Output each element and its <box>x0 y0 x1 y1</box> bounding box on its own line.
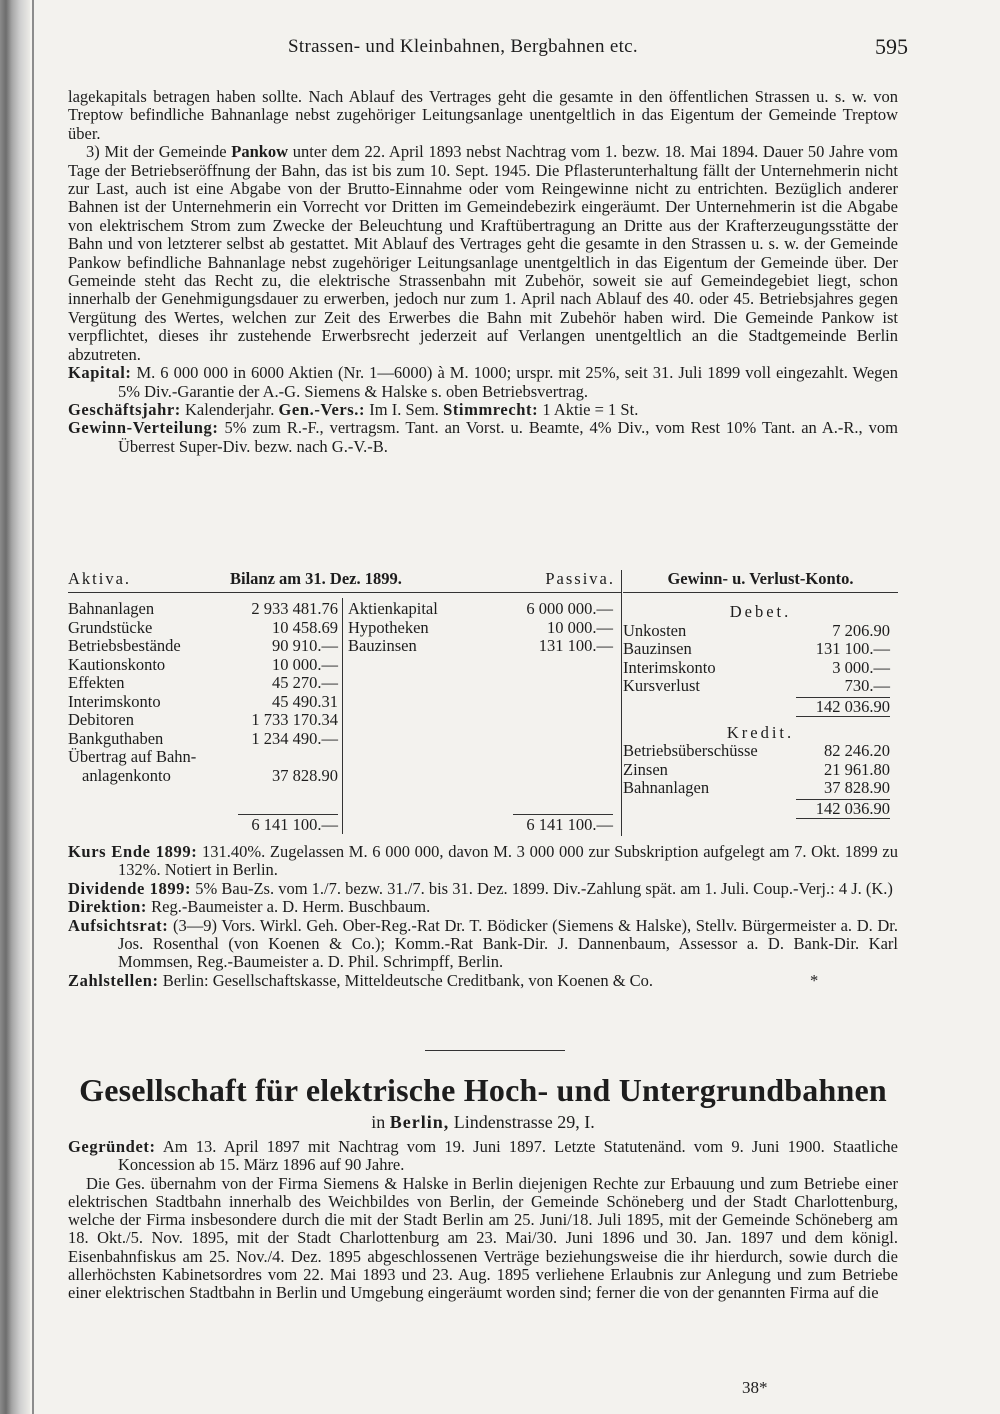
kredit-row-value: 21 961.80 <box>824 759 890 779</box>
aktiva-row-value: 1 234 490.— <box>251 728 338 748</box>
aktiva-row-name: Interimskonto <box>68 691 161 711</box>
aktiva-row <box>68 600 338 619</box>
running-title: Strassen- und Kleinbahnen, Bergbahnen etc. <box>288 36 638 57</box>
pankow-lead: 3) Mit der Gemeinde <box>86 142 232 162</box>
debet-row <box>623 622 898 641</box>
passiva-row-name: Bauzinsen <box>348 636 417 655</box>
zahlstellen-text: Berlin: Gesellschaftskasse, Mitteldeutsche Creditbank, von Koenen & Co. <box>158 970 654 990</box>
address-street: Lindenstrasse 29, I. <box>449 1112 595 1132</box>
debet-total: 142 036.90 <box>796 697 890 718</box>
aufsichtsrat-text: (3—9) Vors. Wirkl. Geh. Ober-Reg.-Rat Dr. T. Bödicker (Siemens & Halske), Stellv. Bürgermeister a. D. Dr. Jos. Rosenthal (von Koenen & Co.); Komm.-Rat Bank-Dir. J. Dannenbaum, Assessor a. D. Bank-Dir. Karl Mommsen, Reg.-Baumeister a. D. Phil. Schrimpff, Berlin. <box>118 915 898 972</box>
kredit-row <box>623 779 898 798</box>
company-paragraph: Die Ges. übernahm von der Firma Siemens & Halske in Berlin diejenigen Rechte zur Erbauung und zum Betriebe einer elektrischen Stadtbahn innerhalb des Weichbildes von Berlin, der Gemeinde Schöneberg und der Stadt Charlottenburg, welche der Firma insbesondere durch die mit der Stadt Berlin am 25. Juni/18. Juli 1895, mit der Gemeinde Schöneberg am 18. Okt./5. Nov. 1895, mit der Stadt Charlottenburg am 23. Mai/30. Juni 1896 und 30. Jan. 1897 und dem königl. Eisenbahnfiskus am 25. Nov./4. Dez. 1895 abgeschlossenen Verträge beziehungsweise die ihr hierdurch, sowie durch die allerhöchsten Kabinetsordres vom 22. Mai 1893 und 23. Aug. 1895 verliehene Erlaubnis zur Anlegung und zum Betriebe einer elektrischen Stadtbahn in Berlin und Umgebung eingeräumt worden sind; ferner die von der genannten Firma auf die <box>68 1173 898 1303</box>
gegruendet-label: Gegründet: <box>68 1137 156 1156</box>
dividende-text: 5% Bau-Zs. vom 1./7. bezw. 31./7. bis 31. Dez. 1899. Div.-Zahlung spät. am 1. Juli. Coup.-Verj.: 4 J. (K.) <box>191 878 893 898</box>
aktiva-row <box>68 767 338 786</box>
bilanz-divider <box>342 598 343 834</box>
passiva-row-value: 6 000 000.— <box>526 599 613 618</box>
page-edge-line <box>32 0 34 1414</box>
kurs-entry <box>68 843 898 880</box>
gen-vers-text: Im I. Sem. <box>365 399 444 419</box>
dividende-entry <box>68 880 898 898</box>
stimmrecht-label: Stimmrecht: <box>443 399 539 419</box>
aufsichtsrat-entry <box>68 917 898 972</box>
company-title: Gesellschaft für elektrische Hoch- und Untergrundbahnen <box>79 1072 887 1108</box>
kredit-total: 142 036.90 <box>796 799 890 820</box>
aktiva-total-row <box>68 816 338 835</box>
page-number: 595 <box>875 34 908 59</box>
passiva-total: 6 141 100.— <box>526 815 613 834</box>
kapital-text: M. 6 000 000 in 6000 Aktien (Nr. 1—6000) à M. 1000; urspr. mit 25%, seit 31. Juli 1899 voll eingezahlt. Wegen 5% Div.-Garantie der A.-G. Siemens & Halske s. oben Betriebsvertrag. <box>118 363 898 401</box>
aktiva-row <box>68 637 338 656</box>
company-details <box>68 843 898 990</box>
aktiva-row-value: 2 933 481.76 <box>251 599 338 618</box>
geschaeftsjahr-entry <box>68 401 898 419</box>
page-header <box>68 36 908 64</box>
gewinn-verteilung-label: Gewinn-Verteilung: <box>68 418 219 438</box>
aktiva-row-name: Kautionskonto <box>68 654 166 674</box>
aktiva-row-name: Grundstücke <box>68 617 153 637</box>
aktiva-row-name: Übertrag auf Bahn- <box>68 747 197 766</box>
dividende-label: Dividende 1899: <box>68 878 192 898</box>
pankow-name: Pankow <box>231 142 289 162</box>
direktion-entry <box>68 898 898 916</box>
debet-row-value: 7 206.90 <box>832 620 890 640</box>
kredit-row-value: 37 828.90 <box>824 778 890 797</box>
debet-total-row <box>623 696 898 716</box>
star-mark: * <box>810 970 819 990</box>
debet-label: Debet. <box>729 602 792 621</box>
aktiva-row <box>68 730 338 749</box>
gegruendet-entry <box>68 1138 898 1175</box>
debet-row-value: 131 100.— <box>815 639 890 658</box>
passiva-row-value: 10 000.— <box>547 617 613 637</box>
paragraph-treptow: lagekapitals betragen haben sollte. Nach Ablauf des Vertrages geht die gesamte in den öffentlichen Strassen u. s. w. von Treptow befindliche Bahnanlage nebst zugehöriger Leitungsanlage unentgeltlich in das Eigentum der Gemeinde Treptow über. <box>68 87 898 143</box>
debet-row <box>623 640 898 659</box>
kredit-row <box>623 742 898 761</box>
kredit-row-name: Zinsen <box>623 759 668 779</box>
aktiva-row-value: 1 733 170.34 <box>251 710 338 729</box>
aktiva-row-value: 45 270.— <box>272 673 338 692</box>
passiva-total-row <box>348 816 613 835</box>
intro-text <box>68 88 898 456</box>
passiva-column <box>348 600 613 656</box>
address-prefix: in <box>371 1112 390 1132</box>
aktiva-row-name: Effekten <box>68 673 125 692</box>
gen-vers-label: Gen.-Vers.: <box>278 399 366 419</box>
kredit-label: Kredit. <box>726 722 795 742</box>
passiva-row <box>348 637 613 656</box>
bilanz-header <box>68 570 621 593</box>
debet-row <box>623 677 898 696</box>
aktiva-row-name: Debitoren <box>68 710 134 729</box>
debet-row-value: 730.— <box>844 676 890 695</box>
passiva-row-value: 131 100.— <box>538 636 613 655</box>
gewinn-verlust-konto <box>623 570 898 818</box>
aktiva-row <box>68 693 338 712</box>
aktiva-row <box>68 619 338 638</box>
aktiva-row-value: 37 828.90 <box>272 765 338 785</box>
aktiva-row-name: Bahnanlagen <box>68 599 155 618</box>
kredit-row <box>623 761 898 780</box>
kapital-label: Kapital: <box>68 363 132 383</box>
passiva-label: Passiva. <box>545 569 615 588</box>
aktiva-row <box>68 748 338 767</box>
debet-row-name: Kursverlust <box>623 676 700 695</box>
kredit-row-value: 82 246.20 <box>824 741 890 760</box>
gv-konto-title: Gewinn- u. Verlust-Konto. <box>623 570 898 593</box>
gewinn-verteilung-entry <box>68 419 898 456</box>
passiva-row <box>348 600 613 619</box>
debet-row <box>623 659 898 678</box>
passiva-row-name: Hypotheken <box>348 617 429 637</box>
book-spine-shadow <box>0 0 30 1414</box>
kurs-text: 131.40%. Zugelassen M. 6 000 000, davon M. 3 000 000 zur Subskription aufgelegt am 7. Okt. 1899 zu 132%. Notiert in Berlin. <box>118 842 898 880</box>
aktiva-row <box>68 674 338 693</box>
company-text <box>68 1138 898 1303</box>
kredit-list <box>623 742 898 798</box>
financial-tables <box>68 570 898 832</box>
gegruendet-text: Am 13. April 1897 mit Nachtrag vom 19. Juni 1897. Letzte Statutenänd. vom 9. Juni 1900. Staatliche Koncession ab 15. März 1896 auf 90 Jahre. <box>118 1137 898 1175</box>
direktion-label: Direktion: <box>68 897 148 917</box>
aufsichtsrat-label: Aufsichtsrat: <box>68 915 169 935</box>
signature-mark: 38* <box>742 1378 768 1397</box>
zahlstellen-entry <box>68 972 898 990</box>
bilanz-title: Bilanz am 31. Dez. 1899. <box>230 569 402 588</box>
gewinn-verteilung-text: 5% zum R.-F., vertragsm. Tant. an Vorst. u. Beamte, 4% Div., vom Rest 10% Tant. an A.-R., vom Überrest Super-Div. bezw. nach G.-V.-B. <box>118 418 898 456</box>
passiva-row-name: Aktienkapital <box>348 599 438 618</box>
geschaeftsjahr-label: Geschäftsjahr: <box>68 399 181 419</box>
aktiva-row-name: anlagenkonto <box>82 765 171 785</box>
konto-divider <box>621 570 622 836</box>
aktiva-row <box>68 656 338 675</box>
aktiva-row <box>68 711 338 730</box>
section-divider <box>425 1050 565 1051</box>
direktion-text: Reg.-Baumeister a. D. Herm. Buschbaum. <box>147 897 431 917</box>
company-address <box>60 1112 906 1133</box>
aktiva-row-name: Bankguthaben <box>68 728 164 748</box>
paragraph-pankow <box>68 143 898 364</box>
kredit-row-name: Betriebsüberschüsse <box>623 741 758 760</box>
aktiva-row-value: 10 000.— <box>272 654 338 674</box>
aktiva-total: 6 141 100.— <box>251 815 338 834</box>
kredit-total-row <box>623 798 898 818</box>
aktiva-label: Aktiva. <box>68 569 132 588</box>
zahlstellen-label: Zahlstellen: <box>68 970 159 990</box>
aktiva-row-value: 45 490.31 <box>272 691 338 711</box>
debet-row-value: 3 000.— <box>832 657 890 677</box>
stimmrecht-text: 1 Aktie = 1 St. <box>538 399 639 419</box>
aktiva-row-value: 10 458.69 <box>272 617 338 637</box>
debet-row-name: Interimskonto <box>623 657 716 677</box>
pankow-text: unter dem 22. April 1893 nebst Nachtrag vom 1. bezw. 18. Mai 1894. Dauer 50 Jahre vom Tage der Betriebseröffnung der Bahn, das ist bis zum 10. Sept. 1945. Die Pflasterunterhaltung fällt der Unternehmerin nicht zur Last, auch ist eine Abgabe von der Brutto-Einnahme oder vom Reingewinne nicht zu entrichten. Bezüglich anderer Bahnen ist der Unternehmerin ein Vorrecht vor Dritten im Gemeindebezirk eingeräumt. Der Unternehmerin ist die Abgabe von elektrischem Strom zum Zwecke der Beleuchtung und Kraftübertragung an Dritte aus der Krafterzeugungsstätte der Bahn und von letzterer selbst ab gestattet. Mit Ablauf des Vertrages geht die gesamte in den Strassen u. s. w. der Gemeinde Pankow befindliche Bahnanlage nebst zugehöriger Leitungsanlage unentgeltlich in das Eigentum der Gemeinde über. Der Gemeinde steht das Recht zu, die elektrische Strassenbahn mit Zubehör, soweit sie auf Gemeindegebiet liegt, schon innerhalb der Genehmigungsdauer zu erwerben, jedoch nur zum 1. April nach Ablauf des 40. oder 45. Betriebsjahres gegen Vergütung des Wertes, welchen zur Zeit des Erwerbes die Bahn mit Zubehör haben wird. Die Gemeinde Pankow ist verpflichtet, dieses ihr zustehende Erwerbsrecht jederzeit auf Verlangen unentgeltlich an die Stadtgemeinde Berlin abzutreten. <box>68 142 898 364</box>
passiva-row <box>348 619 613 638</box>
aktiva-row-value: 90 910.— <box>272 636 338 655</box>
address-city: Berlin, <box>389 1112 450 1132</box>
kredit-row-name: Bahnanlagen <box>623 778 710 797</box>
aktiva-row-name: Betriebsbestände <box>68 636 181 655</box>
debet-row-name: Unkosten <box>623 620 687 640</box>
kapital-entry <box>68 364 898 401</box>
geschaeftsjahr-text: Kalenderjahr. <box>180 399 279 419</box>
aktiva-column <box>68 600 338 785</box>
debet-row-name: Bauzinsen <box>623 639 692 658</box>
kurs-label: Kurs Ende 1899: <box>68 842 198 861</box>
debet-list <box>623 622 898 696</box>
